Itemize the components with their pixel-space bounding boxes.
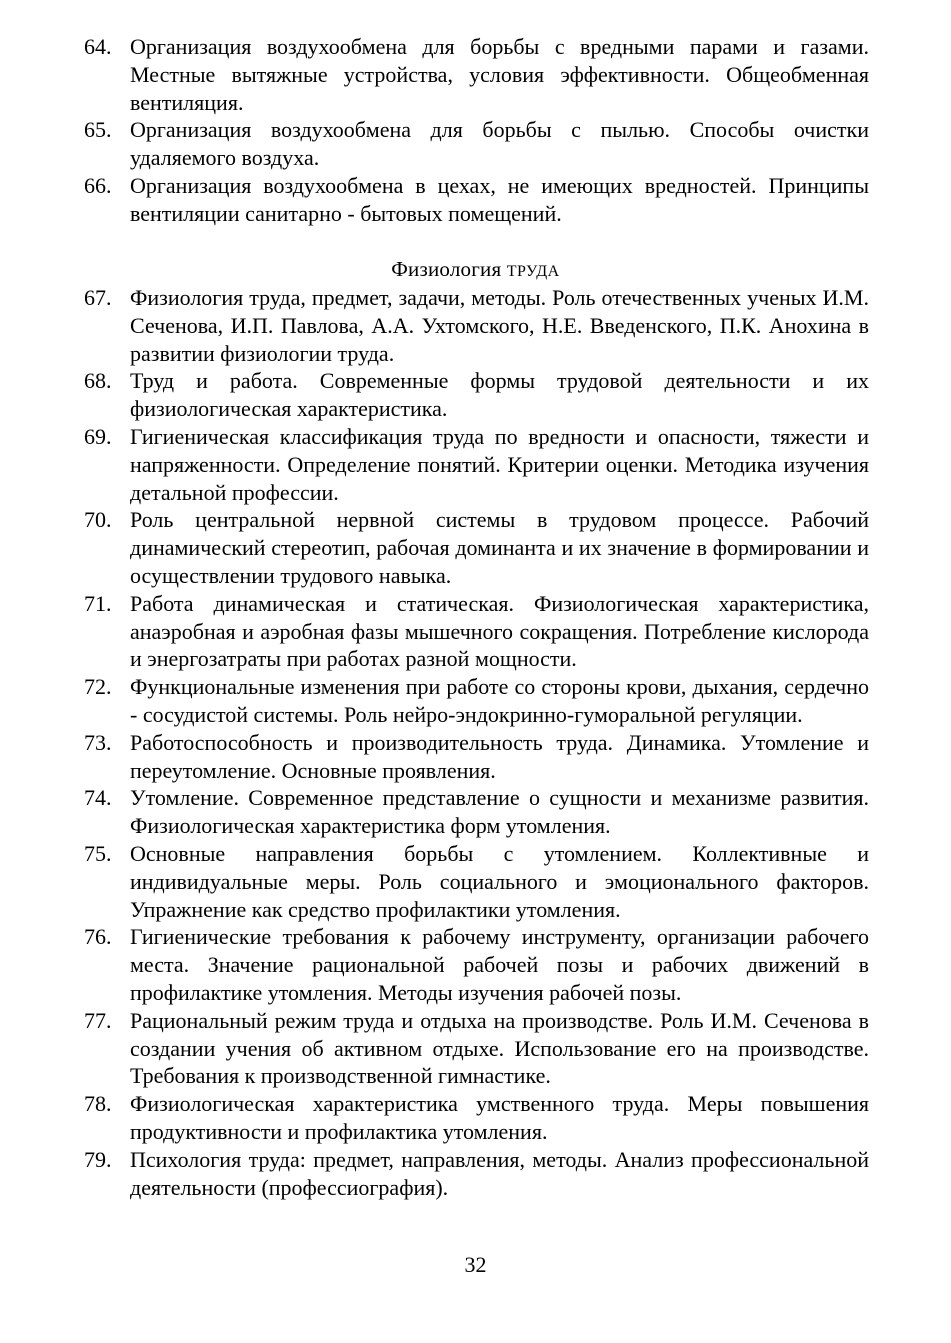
list-item xyxy=(84,33,869,116)
item-number: 74. xyxy=(84,785,112,811)
item-text: Гигиенические требования к рабочему инструменту, организации рабочего места. Значение рациональной рабочей позы и рабочих движений в профилактике утомления. Методы изучения рабочей позы. xyxy=(130,924,869,1005)
list-item xyxy=(84,367,869,423)
section-heading xyxy=(0,256,951,285)
item-text: Организация воздухообмена в цехах, не имеющих вредностей. Принципы вентиляции санитарно - бытовых помещений. xyxy=(130,172,869,226)
list-item xyxy=(84,840,869,923)
list-item xyxy=(84,590,869,673)
item-number: 73. xyxy=(84,729,112,755)
item-text: Организация воздухообмена для борьбы с вредными парами и газами. Местные вытяжные устройства, условия эффективности. Общеобменная вентиляция. xyxy=(130,34,869,115)
list-item xyxy=(84,1090,869,1146)
item-number: 64. xyxy=(84,34,112,59)
question-list-labor-physiology xyxy=(84,284,869,1201)
item-text: Физиологическая характеристика умственного труда. Меры повышения продуктивности и профилактика утомления. xyxy=(130,1091,869,1144)
item-number: 78. xyxy=(84,1091,112,1117)
item-number: 76. xyxy=(84,924,112,950)
item-number: 79. xyxy=(84,1146,112,1172)
item-number: 68. xyxy=(84,368,112,394)
page-number: 32 xyxy=(464,1252,487,1277)
item-text: Утомление. Современное представление о сущности и механизме развития. Физиологическая характеристика форм утомления. xyxy=(130,785,869,839)
item-number: 65. xyxy=(84,117,112,143)
list-item xyxy=(84,116,869,172)
item-text: Функциональные изменения при работе со стороны крови, дыхания, сердечно - сосудистой системы. Роль нейро-эндокринно-гуморальной регуляции. xyxy=(130,674,869,727)
heading-word-smallcaps: ТРУДА xyxy=(506,263,560,280)
item-number: 72. xyxy=(84,674,112,700)
list-item xyxy=(84,284,869,367)
list-item xyxy=(84,923,869,1006)
item-text: Работа динамическая и статическая. Физиологическая характеристика, анаэробная и аэробная фазы мышечного сокращения. Потребление кислорода и энергозатраты при работах разной мощности. xyxy=(130,590,869,672)
item-text: Основные направления борьбы с утомлением. Коллективные и индивидуальные меры. Роль социального и эмоционального факторов. Упражнение как средство профилактики утомления. xyxy=(130,840,869,922)
list-item xyxy=(84,673,869,729)
list-item xyxy=(84,1146,869,1202)
question-list-ventilation xyxy=(84,33,869,228)
list-item xyxy=(84,1007,869,1090)
item-text: Труд и работа. Современные формы трудовой деятельности и их физиологическая характеристика. xyxy=(130,368,869,422)
list-item xyxy=(84,506,869,589)
list-item xyxy=(84,423,869,506)
item-number: 75. xyxy=(84,840,112,866)
item-text: Физиология труда, предмет, задачи, методы. Роль отечественных ученых И.М. Сеченова, И.П. Павлова, А.А. Ухтомского, Н.Е. Введенского, П.К. Анохина в развитии физиологии труда. xyxy=(130,285,869,366)
item-text: Рациональный режим труда и отдыха на производстве. Роль И.М. Сеченова в создании учения об активном отдыхе. Использование его на производстве. Требования к производственной гимнастике. xyxy=(130,1007,869,1089)
item-text: Гигиеническая классификация труда по вредности и опасности, тяжести и напряженности. Определение понятий. Критерии оценки. Методика изучения детальной профессии. xyxy=(130,423,869,505)
list-item xyxy=(84,784,869,840)
list-item xyxy=(84,172,869,228)
list-item xyxy=(84,729,869,785)
item-text: Роль центральной нервной системы в трудовом процессе. Рабочий динамический стереотип, рабочая доминанта и их значение в формировании и осуществлении трудового навыка. xyxy=(130,507,869,588)
item-number: 71. xyxy=(84,590,112,616)
item-number: 77. xyxy=(84,1007,112,1033)
item-number: 66. xyxy=(84,172,112,198)
item-number: 70. xyxy=(84,507,112,533)
item-text: Психология труда: предмет, направления, методы. Анализ профессиональной деятельности (профессиография). xyxy=(130,1146,869,1200)
item-text: Работоспособность и производительность труда. Динамика. Утомление и переутомление. Основные проявления. xyxy=(130,729,869,783)
heading-word: Физиология xyxy=(391,257,502,281)
item-text: Организация воздухообмена для борьбы с пылью. Способы очистки удаляемого воздуха. xyxy=(130,117,869,171)
item-number: 69. xyxy=(84,423,112,449)
item-number: 67. xyxy=(84,285,112,310)
